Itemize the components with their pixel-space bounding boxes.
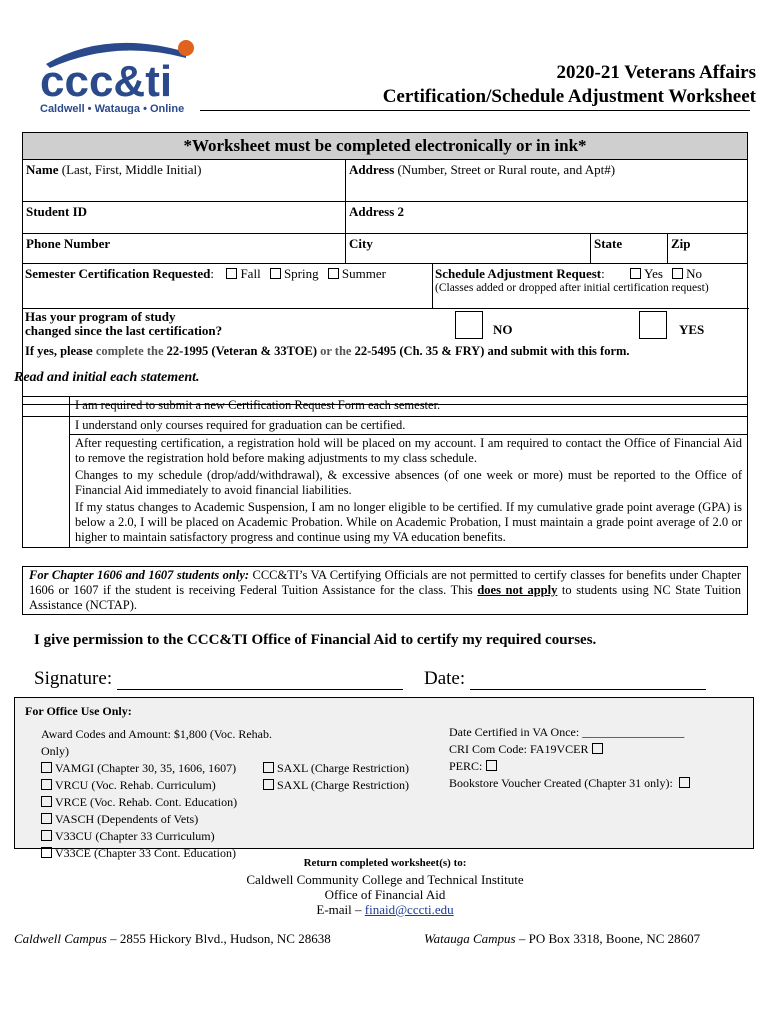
phone-field[interactable] (23, 234, 346, 264)
chapter-lead: For Chapter 1606 and 1607 students only: (29, 568, 250, 582)
office-name: Office of Financial Aid (324, 887, 446, 902)
chapter-emphasis: does not apply (477, 583, 558, 597)
chapter-body: CCC&TI’s VA Certifying Officials are not permitted to certify classes for benefits under Chapter 1606 or 1607 if the student is receiving Federal Tuition Assistance for the class. This (29, 568, 741, 597)
schedule-adjustment-box: Schedule Adjustment Request: Yes No (Classes added or dropped after initial certification request) (432, 264, 749, 308)
code-label: VASCH (Dependents of Vets) (55, 812, 199, 826)
if-yes-part5: 22-5495 (Ch. 35 & FRY) (351, 344, 488, 358)
name-field[interactable] (23, 160, 346, 202)
schedule-label: Schedule Adjustment Request (435, 266, 602, 281)
student-info-form (22, 132, 748, 405)
date-line[interactable] (470, 671, 706, 690)
fall-label: Fall (240, 266, 261, 281)
program-no-label: NO (493, 322, 513, 337)
code-label: VAMGI (Chapter 30, 35, 1606, 1607) (55, 761, 237, 775)
caldwell-campus-address (14, 931, 331, 947)
statement-1: I am required to submit a new Certification Request Form each semester. (70, 397, 748, 417)
city-field[interactable] (346, 234, 591, 264)
program-question-line2: changed since the last certification? (25, 323, 223, 338)
spring-checkbox[interactable] (270, 268, 281, 279)
statement-4: Changes to my schedule (drop/add/withdrawal), & excessive absences (of one week or more) must be reported to the Office of Financial Aid immediately to avoid financial liabilities. (75, 468, 742, 497)
caldwell-label: Caldwell Campus (14, 931, 107, 946)
signature-label: Signature: (34, 668, 113, 689)
certification-section: Semester Certification Requested: Fall Spring Summer Schedule Adjustment Request: Yes No (Classes added or dropped after initial certification request) Has your program of study changed since the last certification? NO YES If yes, please complete the 22-1995 (Veteran & 33TOE) or the 22-5495 (Ch. 35 & FRY) and submit with this form. (23, 264, 748, 405)
code-checkbox[interactable] (41, 779, 52, 790)
address2-label: Address 2 (349, 204, 405, 219)
watauga-label: Watauga Campus (424, 931, 516, 946)
statement-3: After requesting certification, a registration hold will be placed on my account. I am required to contact the Office of Financial Aid to remove the registration hold before making adjustments to my class schedule. (75, 436, 742, 465)
return-label: Return completed worksheet(s) to: (303, 857, 467, 869)
state-label: State (594, 236, 623, 251)
initial-box-2[interactable] (23, 417, 70, 548)
name-hint: (Last, First, Middle Initial) (61, 162, 202, 177)
address-label: Address (349, 162, 395, 177)
code-checkbox[interactable] (41, 796, 52, 807)
program-yes-checkbox[interactable] (639, 311, 667, 339)
title-divider (200, 110, 750, 111)
student-id-field[interactable] (23, 202, 346, 234)
bookstore-checkbox[interactable] (679, 777, 690, 788)
if-yes-instruction (25, 344, 630, 359)
summer-label: Summer (341, 266, 386, 281)
title-line-1: 2020-21 Veterans Affairs (556, 62, 756, 83)
if-yes-part4: or the (320, 344, 352, 358)
schedule-no-label: No (686, 266, 703, 281)
code-checkbox[interactable] (41, 830, 52, 841)
college-logo (36, 34, 206, 114)
signature-line[interactable] (117, 671, 403, 690)
code-checkbox[interactable] (41, 762, 52, 773)
summer-checkbox[interactable] (328, 268, 339, 279)
saxl-checkbox[interactable] (263, 779, 274, 790)
title-line-2: Certification/Schedule Adjustment Worksheet (382, 86, 756, 107)
statements-table (22, 396, 748, 548)
permission-statement: I give permission to the CCC&TI Office of Financial Aid to certify my required courses. (34, 632, 597, 648)
program-no-checkbox[interactable] (455, 311, 483, 339)
saxl-label: SAXL (Charge Restriction) (277, 778, 409, 792)
address2-field[interactable] (346, 202, 748, 234)
program-question-line1: Has your program of study (25, 309, 176, 324)
zip-label: Zip (671, 236, 691, 251)
signature-row (34, 668, 403, 690)
schedule-yes-label: Yes (644, 266, 663, 281)
code-label: VRCE (Voc. Rehab. Cont. Education) (55, 795, 238, 809)
email-line (0, 902, 770, 918)
date-certified: Date Certified in VA Once: _________________ (449, 725, 685, 739)
logo-text: ccc&ti (40, 57, 173, 106)
chapter-1606-notice (22, 566, 748, 615)
saxl-checkbox[interactable] (263, 762, 274, 773)
if-yes-part2: complete the (95, 344, 164, 358)
schedule-yes-checkbox[interactable] (630, 268, 641, 279)
address-hint: (Number, Street or Rural route, and Apt#) (397, 162, 616, 177)
saxl-label: SAXL (Charge Restriction) (277, 761, 409, 775)
code-label: V33CE (Chapter 33 Cont. Education) (55, 846, 236, 860)
bookstore-voucher: Bookstore Voucher Created (Chapter 31 only): (449, 776, 673, 790)
code-checkbox[interactable] (41, 813, 52, 824)
email-label: E-mail – (316, 902, 365, 917)
certification-info-column (449, 724, 693, 792)
fall-checkbox[interactable] (226, 268, 237, 279)
if-yes-part3: 22-1995 (Veteran & 33TOE) (163, 344, 321, 358)
award-codes-label: Award Codes and Amount: $1,800 (Voc. Rehab. Only) (41, 727, 272, 758)
if-yes-part1: If yes, please (25, 344, 96, 358)
statement-5: If my status changes to Academic Suspension, I am no longer eligible to be certified. If my cumulative grade point average (GPA) is below a 2.0, I will be placed on Academic Probation. While on Academic Probation, I must maintain a grade point average of 2.0 or higher to maintain satisfactory progress and continue using my VA education benefits. (75, 500, 742, 544)
schedule-no-checkbox[interactable] (672, 268, 683, 279)
semester-label: Semester Certification Requested (25, 266, 211, 281)
award-codes-column (41, 726, 291, 862)
perc-label: PERC: (449, 759, 483, 773)
statement-2: I understand only courses required for graduation can be certified. (70, 417, 747, 435)
office-header: For Office Use Only: (25, 704, 132, 718)
phone-label: Phone Number (26, 236, 111, 251)
form-banner: *Worksheet must be completed electronically or in ink* (23, 133, 748, 160)
cri-com-code: CRI Com Code: FA19VCER (449, 742, 589, 756)
chapter-tail: to students using NC State Tuition Assistance (NCTAP). (29, 583, 741, 612)
spring-label: Spring (283, 266, 319, 281)
date-row (424, 668, 706, 690)
initial-box-1[interactable] (23, 397, 70, 417)
watauga-campus-address (424, 931, 700, 947)
name-label: Name (26, 162, 59, 177)
schedule-note: (Classes added or dropped after initial certification request) (435, 282, 709, 294)
program-yes-label: YES (679, 322, 705, 337)
logo-subtitle: Caldwell • Watauga • Online (40, 103, 185, 114)
caldwell-address: – 2855 Hickory Blvd., Hudson, NC 28638 (106, 931, 331, 946)
address-field[interactable] (346, 160, 748, 202)
college-name: Caldwell Community College and Technical Institute (246, 872, 524, 887)
email-link[interactable]: finaid@cccti.edu (364, 902, 454, 917)
city-label: City (349, 236, 373, 251)
saxl-column (257, 760, 409, 794)
student-id-label: Student ID (26, 204, 88, 219)
cri-checkbox[interactable] (592, 743, 603, 754)
code-label: V33CU (Chapter 33 Curriculum) (55, 829, 215, 843)
if-yes-part6: and submit with this form. (487, 344, 630, 358)
code-label: VRCU (Voc. Rehab. Curriculum) (55, 778, 216, 792)
read-initial-heading: Read and initial each statement. (14, 370, 200, 385)
watauga-address: – PO Box 3318, Boone, NC 28607 (515, 931, 701, 946)
office-use-box (14, 697, 754, 860)
perc-checkbox[interactable] (486, 760, 497, 771)
zip-field[interactable] (668, 234, 748, 264)
date-label: Date: (424, 668, 466, 689)
state-field[interactable] (591, 234, 668, 264)
